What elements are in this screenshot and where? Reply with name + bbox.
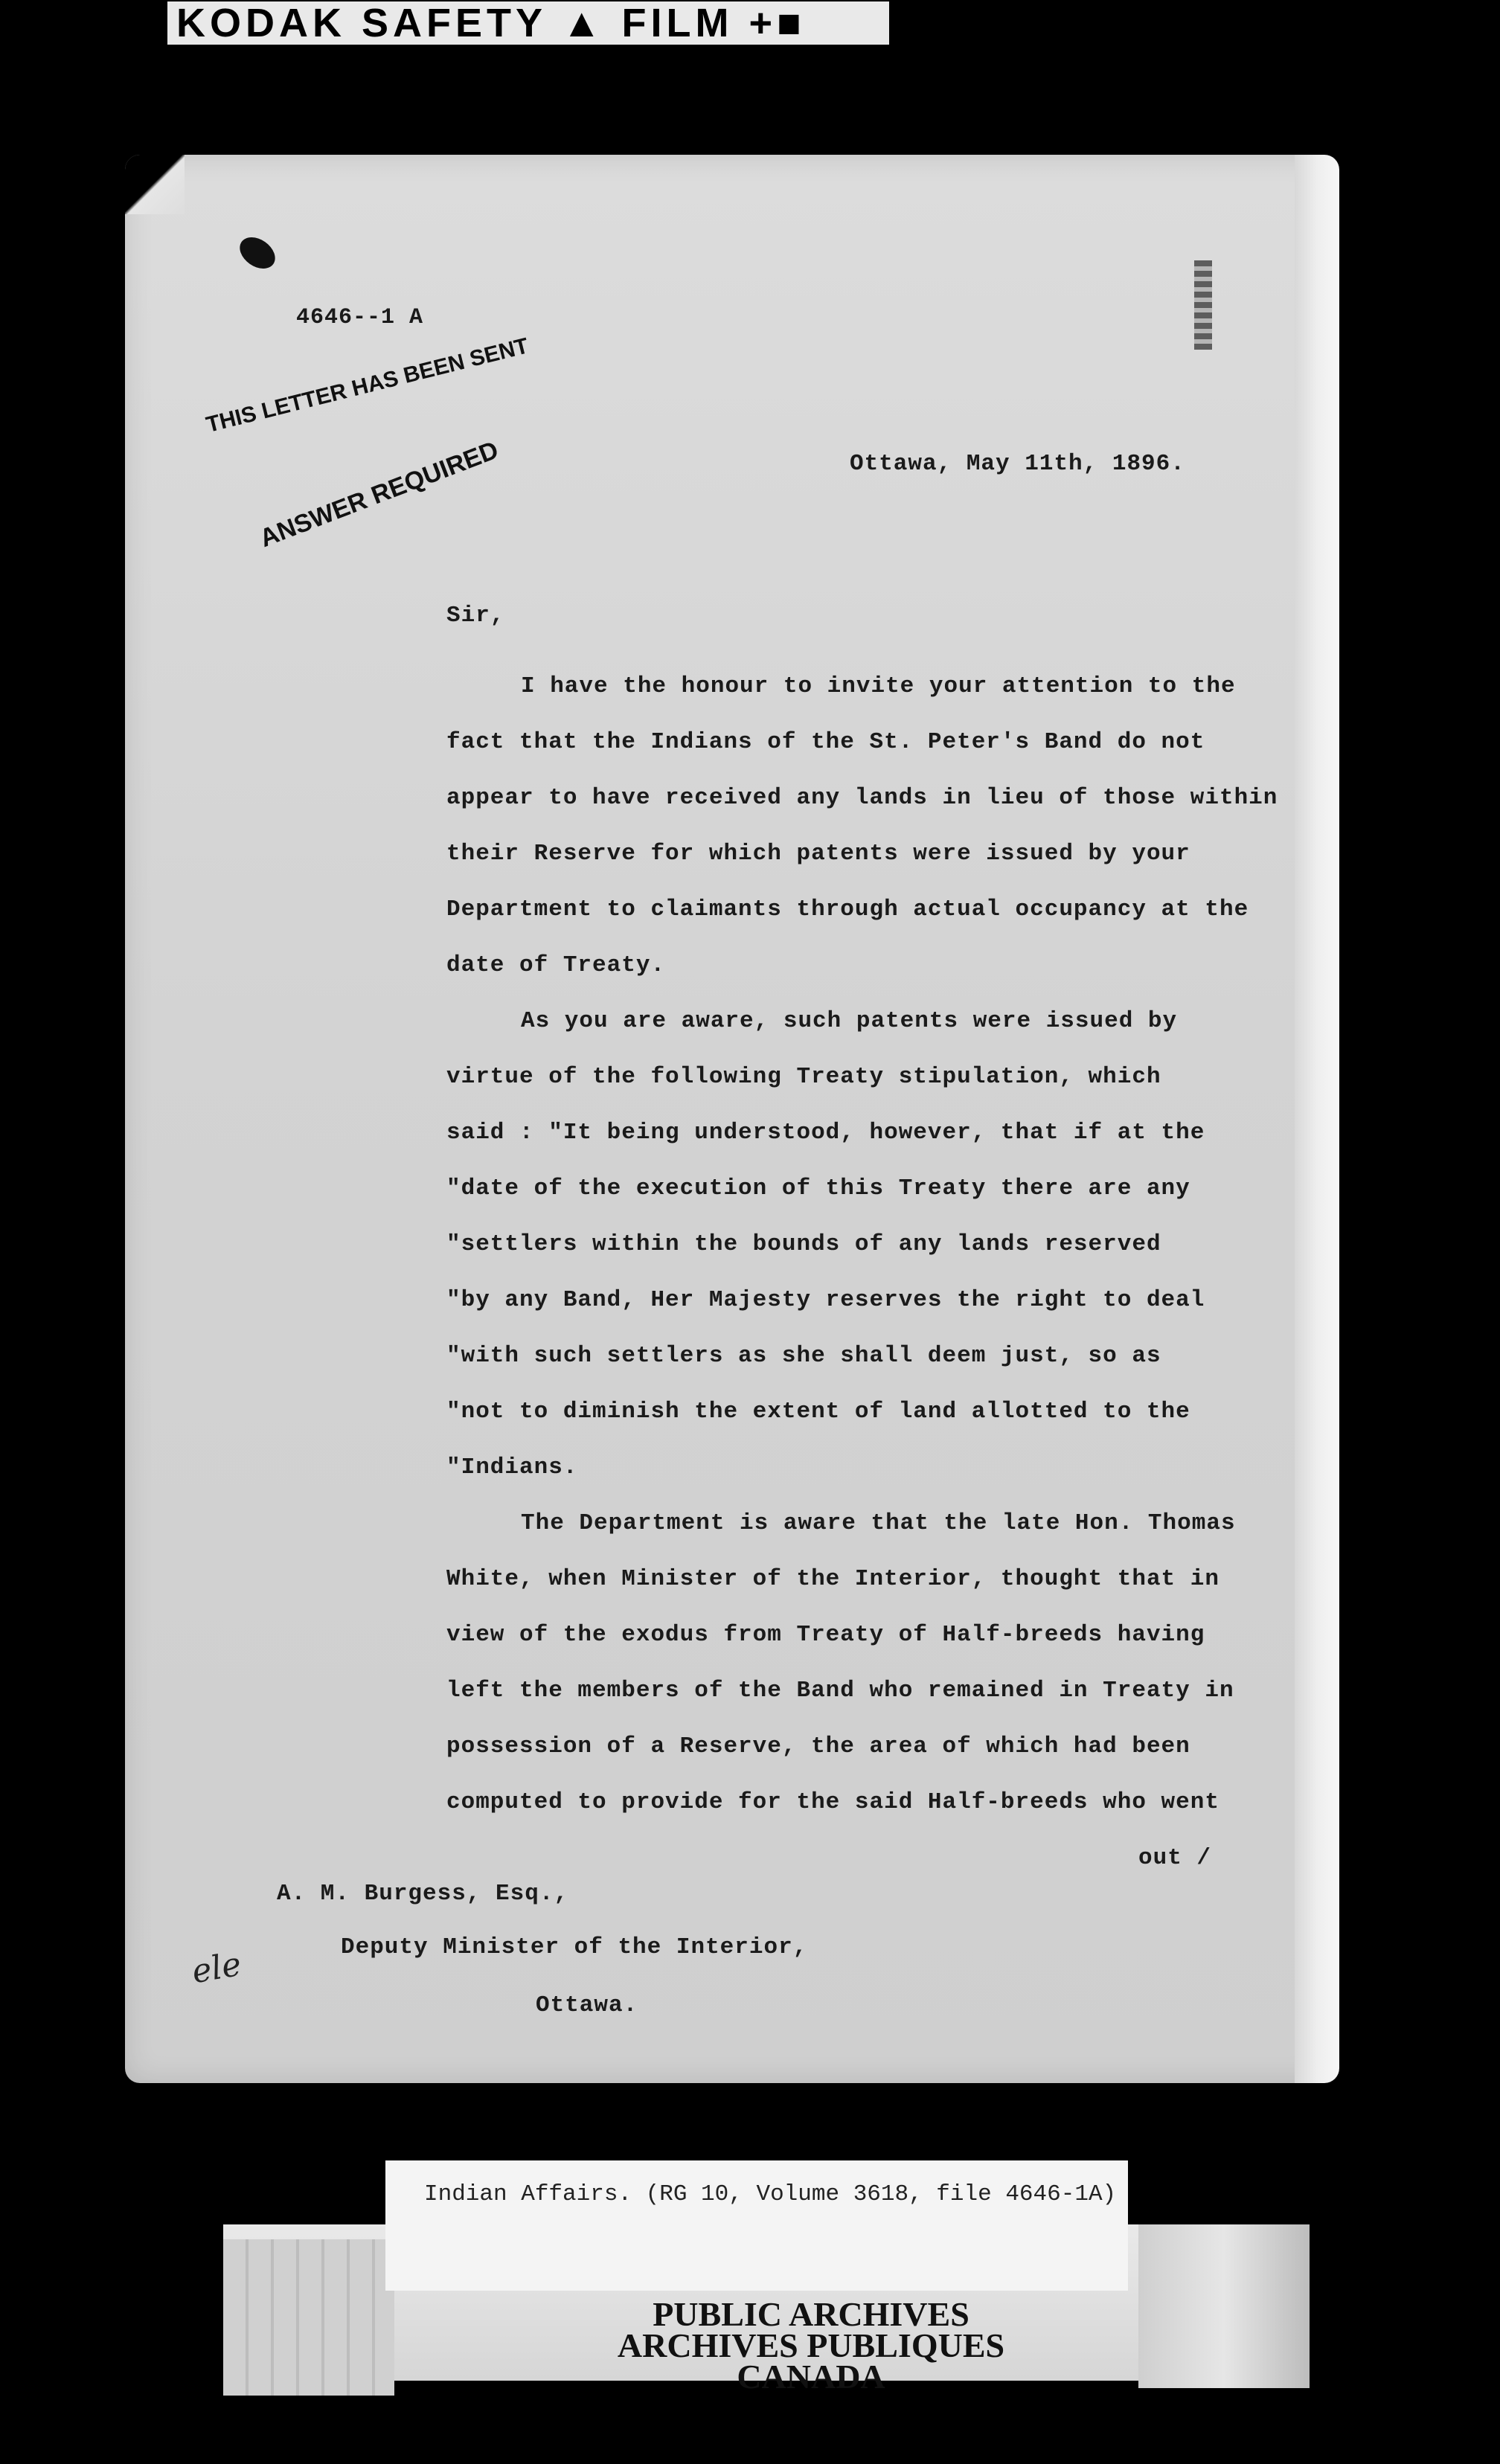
film-edge-marking: KODAK SAFETY ▲ FILM +■ [167, 1, 889, 45]
page-edge [1295, 155, 1339, 2083]
body-line: date of Treaty. [446, 952, 666, 978]
body-line: Department to claimants through actual occupancy at the [446, 896, 1249, 923]
body-line: computed to provide for the said Half-breeds who went [446, 1789, 1219, 1815]
stamp-letter-sent: THIS LETTER HAS BEEN SENT [203, 333, 531, 438]
archives-line: PUBLIC ARCHIVES [653, 2295, 969, 2333]
body-line: said : "It being understood, however, that if at the [446, 1120, 1205, 1146]
body-line: "settlers within the bounds of any lands reserved [446, 1231, 1161, 1257]
salutation: Sir, [446, 603, 505, 629]
body-line: virtue of the following Treaty stipulation, which [446, 1064, 1161, 1090]
archives-line: ARCHIVES PUBLIQUES [617, 2326, 1005, 2364]
addressee-city: Ottawa. [536, 1992, 638, 2018]
body-line: The Department is aware that the late Hon. Thomas [521, 1510, 1236, 1536]
folded-corner [125, 155, 185, 214]
body-line: "date of the execution of this Treaty there are any [446, 1175, 1190, 1201]
archives-line: CANADA [737, 2358, 885, 2396]
body-line: "by any Band, Her Majesty reserves the right to deal [446, 1287, 1205, 1313]
addressee-title: Deputy Minister of the Interior, [341, 1934, 808, 1960]
archives-stamp [402, 2295, 1220, 2464]
body-line: left the members of the Band who remained in Treaty in [446, 1678, 1234, 1704]
letter-date: Ottawa, May 11th, 1896. [850, 451, 1185, 477]
body-line: their Reserve for which patents were issued by your [446, 841, 1190, 867]
archive-caption-label: Indian Affairs. (RG 10, Volume 3618, file 4646-1A) [385, 2160, 1128, 2291]
body-line: view of the exodus from Treaty of Half-breeds having [446, 1622, 1205, 1648]
body-line: I have the honour to invite your attention to the [521, 673, 1236, 699]
file-number: 4646--1 A [296, 305, 424, 330]
body-line: possession of a Reserve, the area of which had been [446, 1733, 1190, 1759]
margin-stamp-mark [1194, 260, 1212, 350]
catchword: out / [1138, 1845, 1212, 1871]
body-line: "with such settlers as she shall deem just, so as [446, 1343, 1161, 1369]
addressee-name: A. M. Burgess, Esq., [277, 1881, 569, 1907]
body-line: "not to diminish the extent of land allotted to the [446, 1399, 1190, 1425]
archive-box-left [223, 2239, 394, 2396]
handwritten-initials: ele [189, 1945, 245, 1992]
body-line: White, when Minister of the Interior, thought that in [446, 1566, 1219, 1592]
body-line: "Indians. [446, 1454, 578, 1480]
body-line: As you are aware, such patents were issued by [521, 1008, 1178, 1034]
stamp-answer-required: ANSWER REQUIRED [256, 435, 503, 554]
body-line: appear to have received any lands in lieu of those within [446, 785, 1278, 811]
body-line: fact that the Indians of the St. Peter's Band do not [446, 729, 1205, 755]
